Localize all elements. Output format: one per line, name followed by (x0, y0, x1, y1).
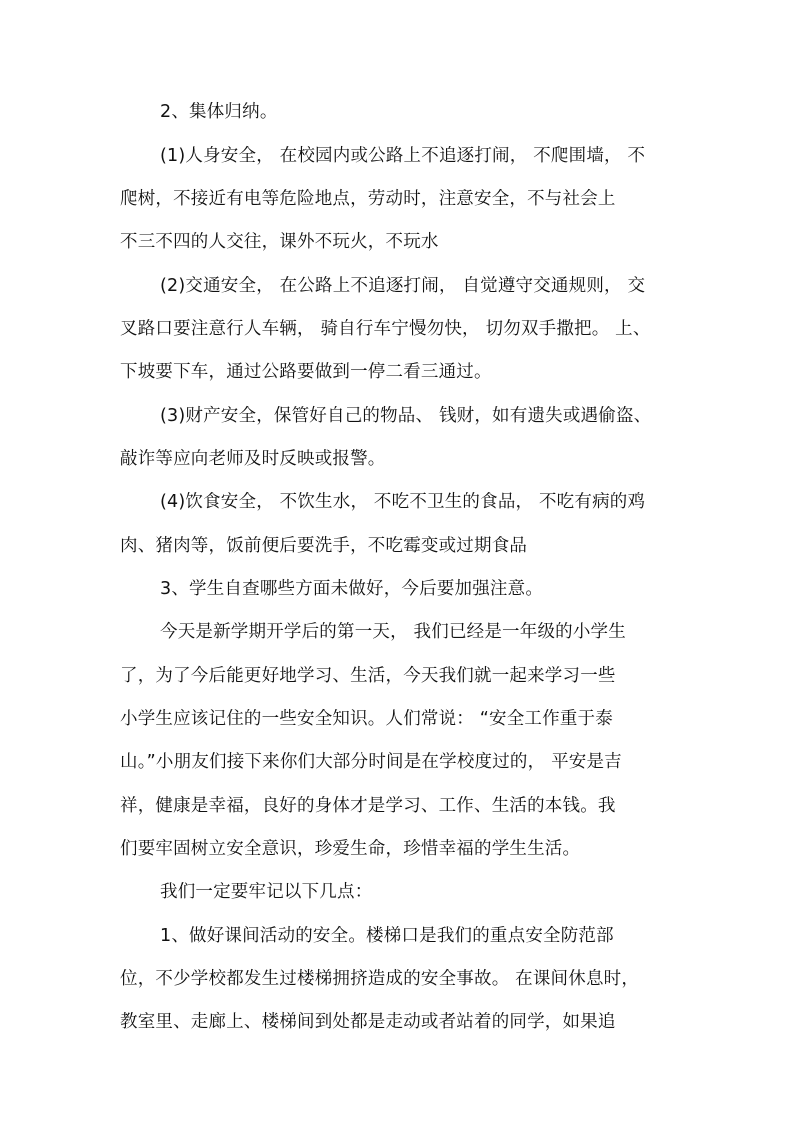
text-line: 位，不少学校都发生过楼梯拥挤造成的安全事故。 在课间休息时， (120, 969, 640, 989)
text-line: (2)交通安全， 在公路上不追逐打闹， 自觉遵守交通规则， 交 (160, 276, 646, 296)
text-line: 敲诈等应向老师及时反映或报警。 (120, 449, 386, 469)
text-line: 了，为了今后能更好地学习、生活，今天我们就一起来学习一些 (120, 666, 616, 686)
text-line: 我们一定要牢记以下几点： (160, 882, 373, 902)
text-line: 2、集体归纳。 (160, 102, 278, 122)
text-line: 1、做好课间活动的安全。楼梯口是我们的重点安全防范部 (160, 926, 614, 946)
text-line: 山。”小朋友们接下来你们大部分时间是在学校度过的， 平安是吉 (120, 752, 622, 772)
text-line: 今天是新学期开学后的第一天， 我们已经是一年级的小学生 (160, 622, 626, 642)
text-line: (3)财产安全，保管好自己的物品、 钱财，如有遗失或遇偷盗、 (160, 406, 652, 426)
text-line: 小学生应该记住的一些安全知识。人们常说： “安全工作重于泰 (120, 709, 613, 729)
text-line: (1)人身安全， 在校园内或公路上不追逐打闹， 不爬围墙， 不 (160, 146, 646, 166)
text-line: 叉路口要注意行人车辆， 骑自行车宁慢勿快， 切勿双手撒把。 上、 (120, 319, 651, 339)
text-line: 教室里、走廊上、楼梯间到处都是走动或者站着的同学，如果追 (120, 1012, 616, 1032)
text-line: 爬树，不接近有电等危险地点，劳动时，注意安全，不与社会上 (120, 189, 616, 209)
text-line: 3、学生自查哪些方面未做好，今后要加强注意。 (160, 579, 544, 599)
text-line: 们要牢固树立安全意识，珍爱生命，珍惜幸福的学生生活。 (120, 839, 581, 859)
text-line: 肉、猪肉等，饭前便后要洗手，不吃霉变或过期食品 (120, 536, 528, 556)
text-line: (4)饮食安全， 不饮生水， 不吃不卫生的食品， 不吃有病的鸡 (160, 492, 646, 512)
text-line: 祥，健康是幸福，良好的身体才是学习、工作、生活的本钱。我 (120, 796, 616, 816)
text-line: 下坡要下车，通过公路要做到一停二看三通过。 (120, 362, 492, 382)
text-line: 不三不四的人交往，课外不玩火，不玩水 (120, 232, 439, 252)
